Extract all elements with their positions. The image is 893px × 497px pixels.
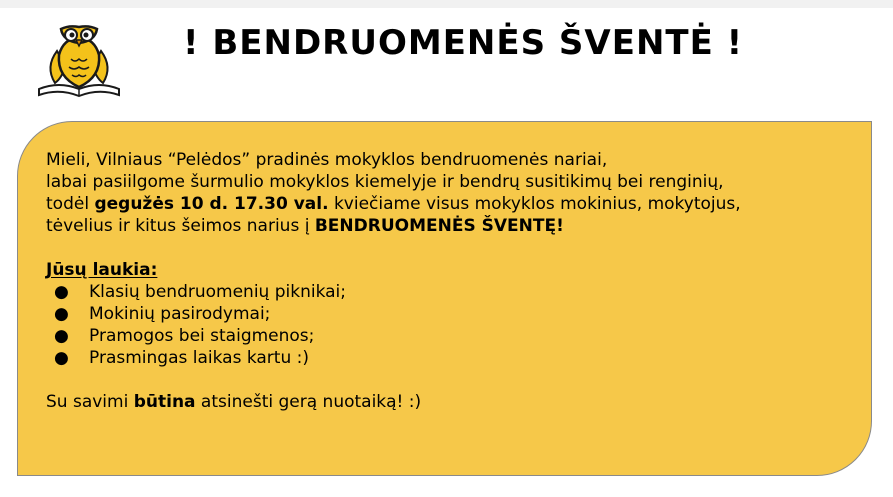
list-item-label: Pramogos bei staigmenos; — [89, 326, 315, 346]
intro-line-2: labai pasiilgome šurmulio mokyklos kiemelyje ir bendrų susitikimų bei renginių, — [46, 172, 724, 192]
invitation-text — [46, 149, 856, 413]
list-item — [46, 303, 856, 325]
intro-line-3 — [46, 193, 856, 215]
closing-end: atsinešti gerą nuotaiką! :) — [195, 392, 422, 412]
event-name: BENDRUOMENĖS ŠVENTĘ! — [314, 216, 564, 236]
closing-emphasis: būtina — [133, 392, 196, 412]
page-title: ! BENDRUOMENĖS ŠVENTĖ ! — [183, 23, 744, 63]
section-heading: Jūsų laukia: — [46, 260, 158, 280]
top-strip — [0, 0, 893, 8]
list-item-label: Klasių bendruomenių piknikai; — [89, 282, 346, 302]
owl-on-book-icon — [33, 17, 125, 101]
list-item — [46, 347, 856, 369]
bullet-icon: ● — [54, 326, 69, 346]
event-date-time: gegužės 10 d. 17.30 val. — [94, 194, 329, 214]
intro-line-4 — [46, 215, 856, 237]
intro-line-3-end: kviečiame visus mokyklos mokinius, mokytojus, — [328, 194, 741, 214]
list-item — [46, 325, 856, 347]
intro-line-3-start: todėl — [46, 194, 95, 214]
list-item — [46, 281, 856, 303]
closing-line — [46, 391, 856, 413]
bullet-icon: ● — [54, 304, 69, 324]
closing-start: Su savimi — [46, 392, 134, 412]
list-item-label: Prasmingas laikas kartu :) — [89, 348, 309, 368]
activity-list — [46, 281, 856, 369]
intro-line-4-start: tėvelius ir kitus šeimos narius į — [46, 216, 315, 236]
bullet-icon: ● — [54, 348, 69, 368]
list-item-label: Mokinių pasirodymai; — [89, 304, 271, 324]
intro-line-1: Mieli, Vilniaus “Pelėdos” pradinės mokyklos bendruomenės nariai, — [46, 150, 608, 170]
bullet-icon: ● — [54, 282, 69, 302]
